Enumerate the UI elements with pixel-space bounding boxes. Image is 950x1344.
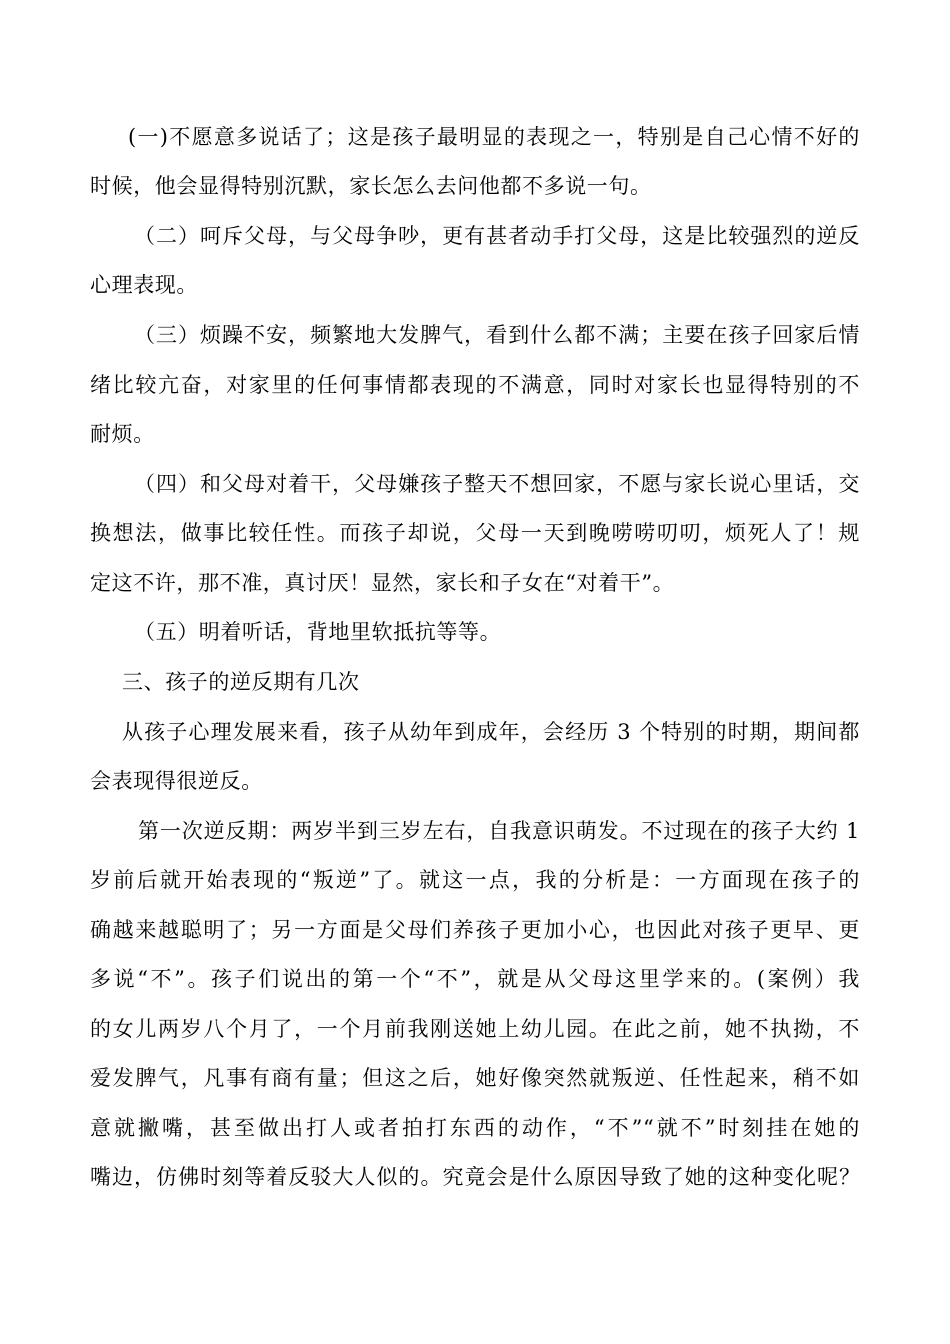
paragraph-7-line-5: 的女儿两岁八个月了，一个月前我刚送她上幼儿园。在此之前，她不执拗，不 xyxy=(90,1017,860,1041)
paragraph-3-line-2: 绪比较亢奋，对家里的任何事情都表现的不满意，同时对家长也显得特别的不 xyxy=(90,373,860,397)
paragraph-7-line-7: 意就撇嘴，甚至做出打人或者拍打东西的动作，“不”“就不”时刻挂在她的 xyxy=(90,1116,860,1140)
paragraph-4-line-1: （四）和父母对着干，父母嫌孩子整天不想回家，不愿与家长说心里话，交 xyxy=(134,472,860,496)
paragraph-3-line-3: 耐烦。 xyxy=(90,422,155,446)
paragraph-1-line-2: 时候，他会显得特别沉默，家长怎么去问他都不多说一句。 xyxy=(90,174,652,198)
paragraph-7-line-4: 多说“不”。孩子们说出的第一个“不”，就是从父母这里学来的。(案例）我 xyxy=(90,967,860,991)
paragraph-6-line-2: 会表现得很逆反。 xyxy=(90,769,263,793)
paragraph-4-line-2: 换想法，做事比较任性。而孩子却说，父母一天到晚唠唠叨叨，烦死人了！规 xyxy=(90,521,860,545)
section-heading: 三、孩子的逆反期有几次 xyxy=(122,670,360,694)
paragraph-7-line-8: 嘴边，仿佛时刻等着反驳大人似的。究竟会是什么原因导致了她的这种变化呢？ xyxy=(90,1165,860,1189)
paragraph-5-line-1: （五）明着听话，背地里软抵抗等等。 xyxy=(134,620,502,644)
paragraph-2-line-2: 心理表现。 xyxy=(90,273,198,297)
paragraph-7-line-2: 岁前后就开始表现的“叛逆”了。就这一点，我的分析是：一方面现在孩子的 xyxy=(90,868,860,892)
paragraph-4-line-3: 定这不许，那不准，真讨厌！显然，家长和子女在“对着干”。 xyxy=(90,571,675,595)
paragraph-6-line-1: 从孩子心理发展来看，孩子从幼年到成年，会经历 3 个特别的时期，期间都 xyxy=(122,720,860,744)
paragraph-7-line-3: 确越来越聪明了；另一方面是父母们养孩子更加小心，也因此对孩子更早、更 xyxy=(90,918,860,942)
paragraph-7-line-6: 爱发脾气，凡事有商有量；但这之后，她好像突然就叛逆、任性起来，稍不如 xyxy=(90,1066,860,1090)
paragraph-1-line-1: (一)不愿意多说话了；这是孩子最明显的表现之一，特别是自己心情不好的 xyxy=(128,125,860,149)
paragraph-3-line-1: （三）烦躁不安，频繁地大发脾气，看到什么都不满；主要在孩子回家后情 xyxy=(134,323,860,347)
paragraph-7-line-1: 第一次逆反期：两岁半到三岁左右，自我意识萌发。不过现在的孩子大约 1 xyxy=(138,819,860,843)
paragraph-2-line-1: （二）呵斥父母，与父母争吵，更有甚者动手打父母，这是比较强烈的逆反 xyxy=(134,224,860,248)
